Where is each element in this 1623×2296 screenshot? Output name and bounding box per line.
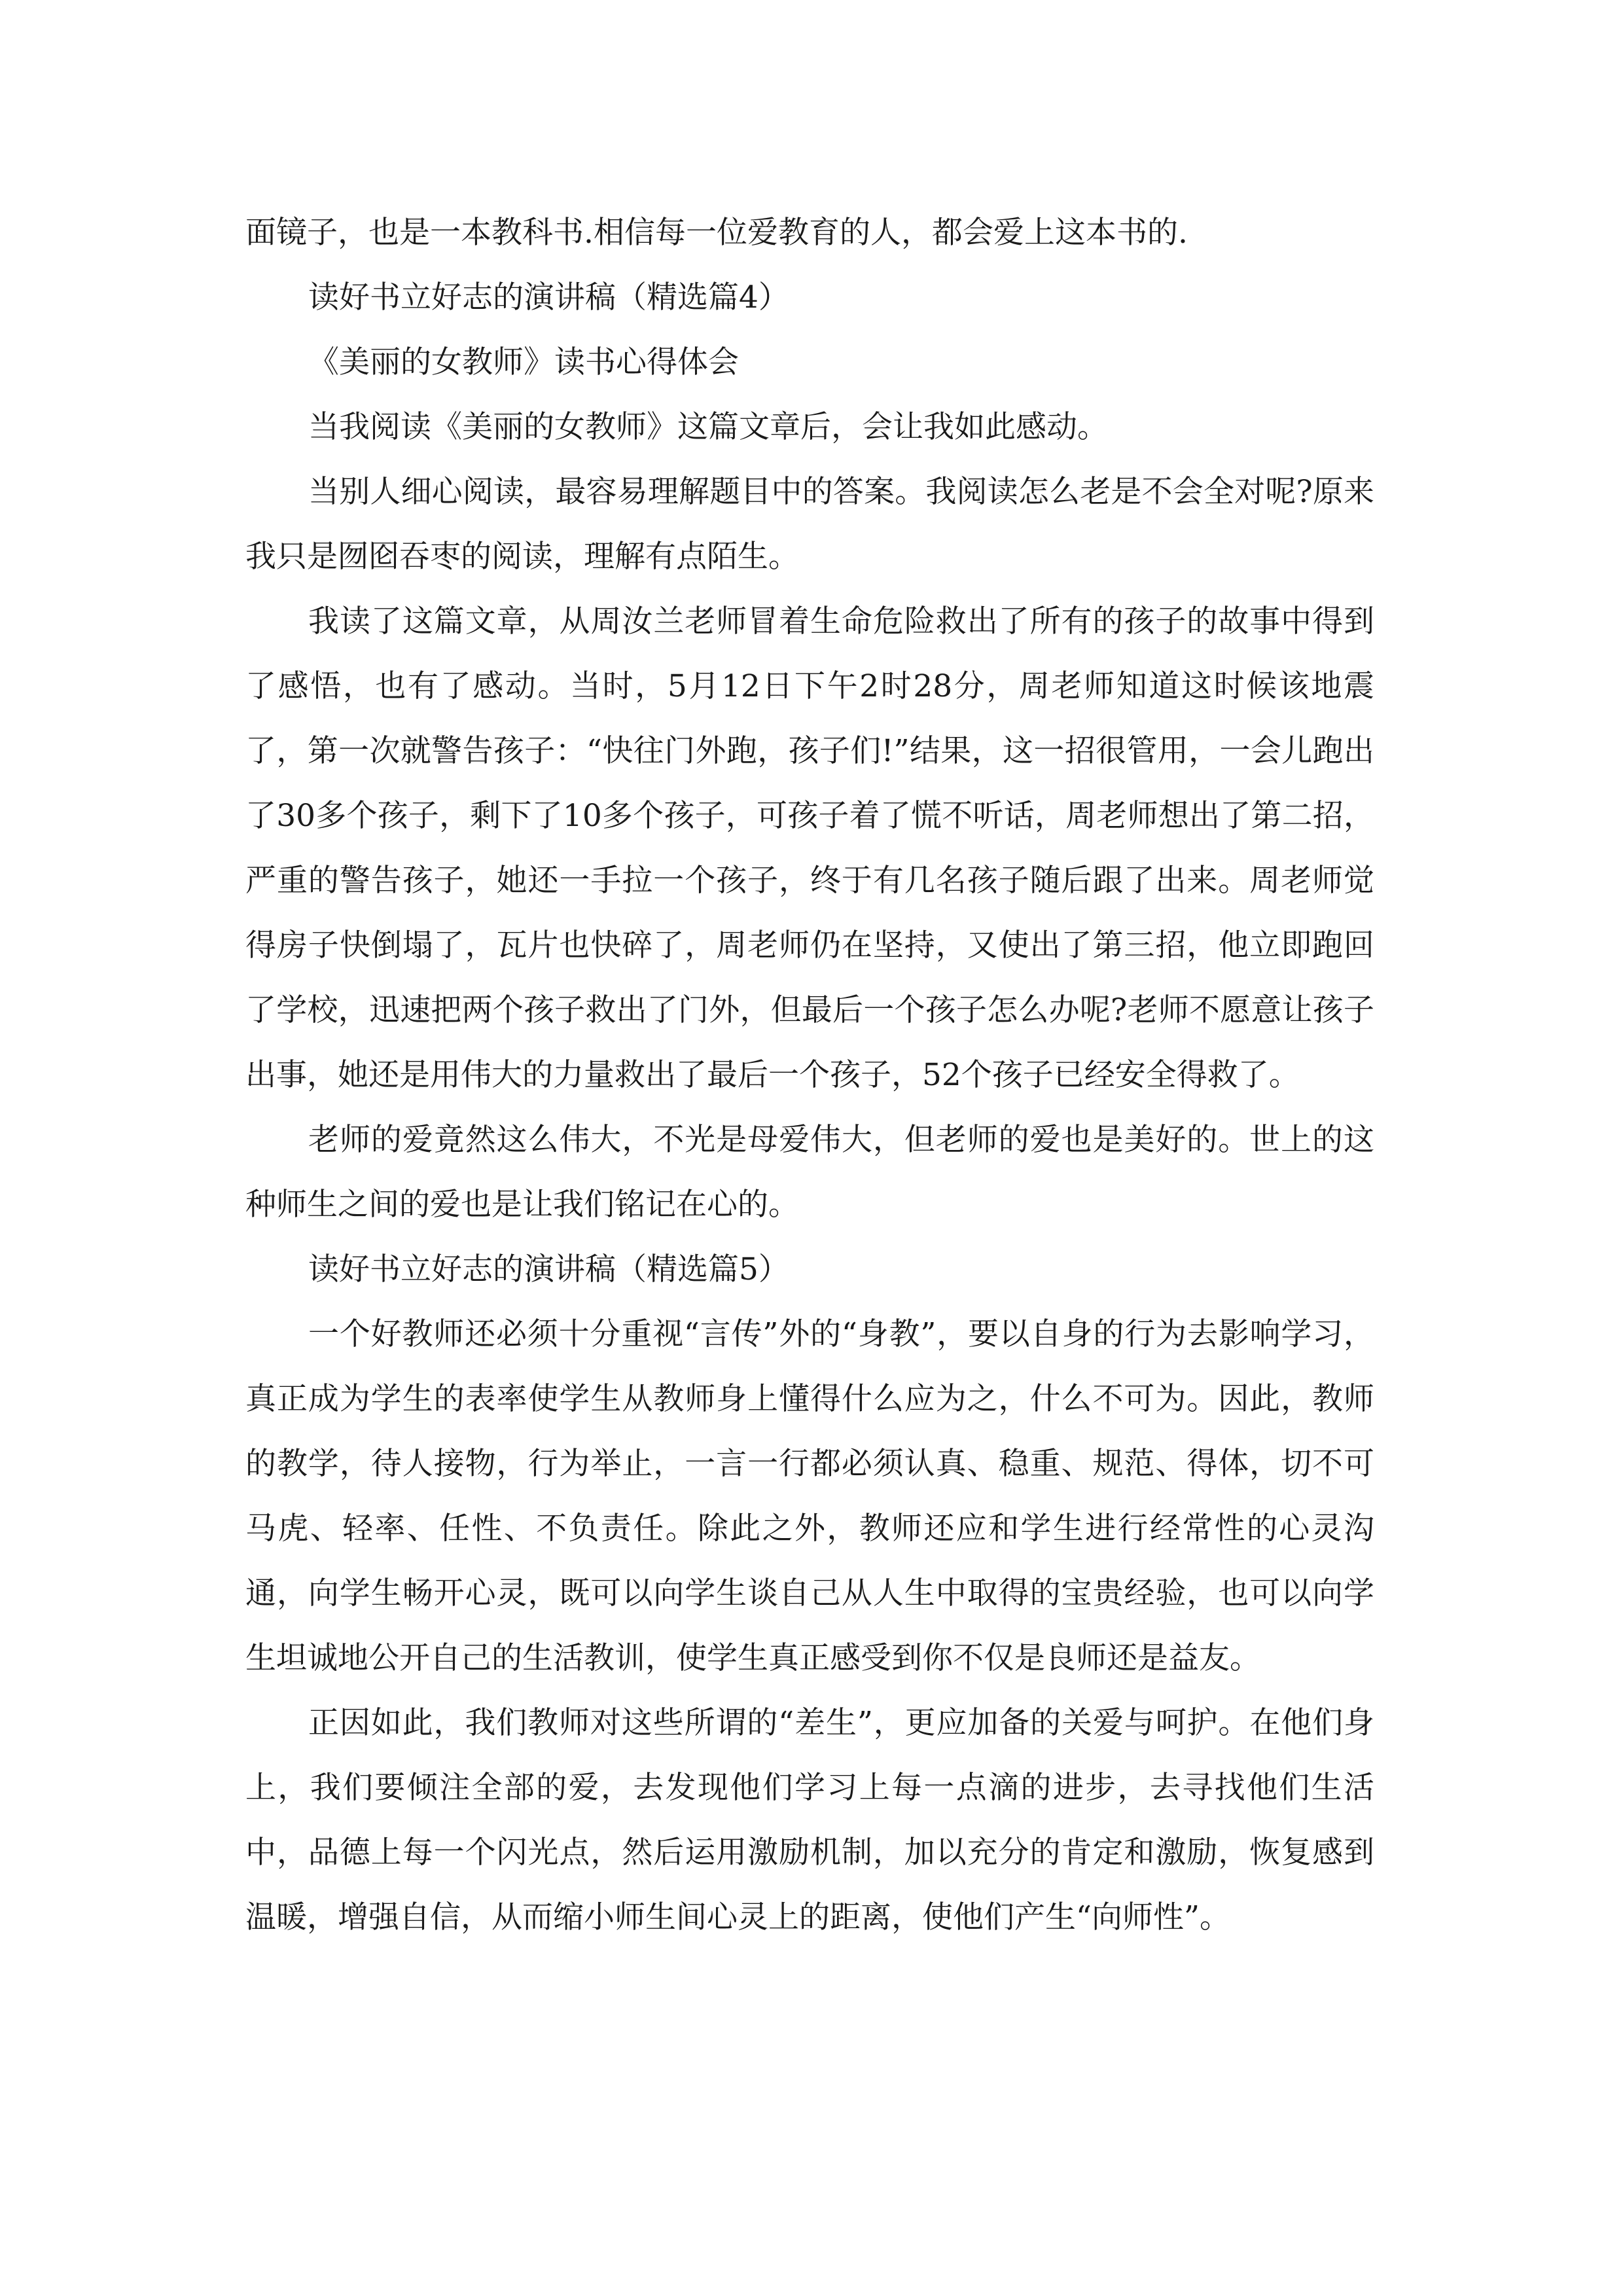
section-heading: 读好书立好志的演讲稿（精选篇5） — [308, 1251, 789, 1287]
paragraph: 当我阅读《美丽的女教师》这篇文章后，会让我如此感动。 — [308, 409, 1108, 445]
paragraph: 当别人细心阅读，最容易理解题目中的答案。我阅读怎么老是不会全对呢?原来我只是囫囵吞枣的阅读，理解有点陌生。 — [245, 474, 1374, 575]
article-title: 《美丽的女教师》读书心得体会 — [308, 344, 739, 380]
document-body — [245, 200, 1374, 1950]
paragraph: 一个好教师还必须十分重视“言传”外的“身教”，要以自身的行为去影响学习，真正成为学生的表率使学生从教师身上懂得什么应为之，什么不可为。因此，教师的教学，待人接物，行为举止，一言一行都必须认真、稳重、规范、得体，切不可马虎、轻率、任性、不负责任。除此之外，教师还应和学生进行经常性的心灵沟通，向学生畅开心灵，既可以向学生谈自己从人生中取得的宝贵经验，也可以向学生坦诚地公开自己的生活教训，使学生真正感受到你不仅是良师还是益友。 — [245, 1316, 1374, 1676]
paragraph: 老师的爱竟然这么伟大，不光是母爱伟大，但老师的爱也是美好的。世上的这种师生之间的爱也是让我们铭记在心的。 — [245, 1122, 1374, 1223]
paragraph: 面镜子，也是一本教科书.相信每一位爱教育的人，都会爱上这本书的. — [245, 215, 1188, 251]
paragraph: 正因如此，我们教师对这些所谓的“差生”，更应加备的关爱与呵护。在他们身上，我们要倾注全部的爱，去发现他们学习上每一点滴的进步，去寻找他们生活中，品德上每一个闪光点，然后运用激励机制，加以充分的肯定和激励，恢复感到温暖，增强自信，从而缩小师生间心灵上的距离，使他们产生“向师性”。 — [245, 1705, 1374, 1935]
section-heading: 读好书立好志的演讲稿（精选篇4） — [308, 279, 789, 315]
paragraph: 我读了这篇文章，从周汝兰老师冒着生命危险救出了所有的孩子的故事中得到了感悟，也有了感动。当时，5月12日下午2时28分，周老师知道这时候该地震了，第一次就警告孩子：“快往门外跑，孩子们!”结果，这一招很管用，一会儿跑出了30多个孩子，剩下了10多个孩子，可孩子着了慌不听话，周老师想出了第二招，严重的警告孩子，她还一手拉一个孩子，终于有几名孩子随后跟了出来。周老师觉得房子快倒塌了，瓦片也快碎了，周老师仍在坚持，又使出了第三招，他立即跑回了学校，迅速把两个孩子救出了门外，但最后一个孩子怎么办呢?老师不愿意让孩子出事，她还是用伟大的力量救出了最后一个孩子，52个孩子已经安全得救了。 — [245, 603, 1374, 1093]
